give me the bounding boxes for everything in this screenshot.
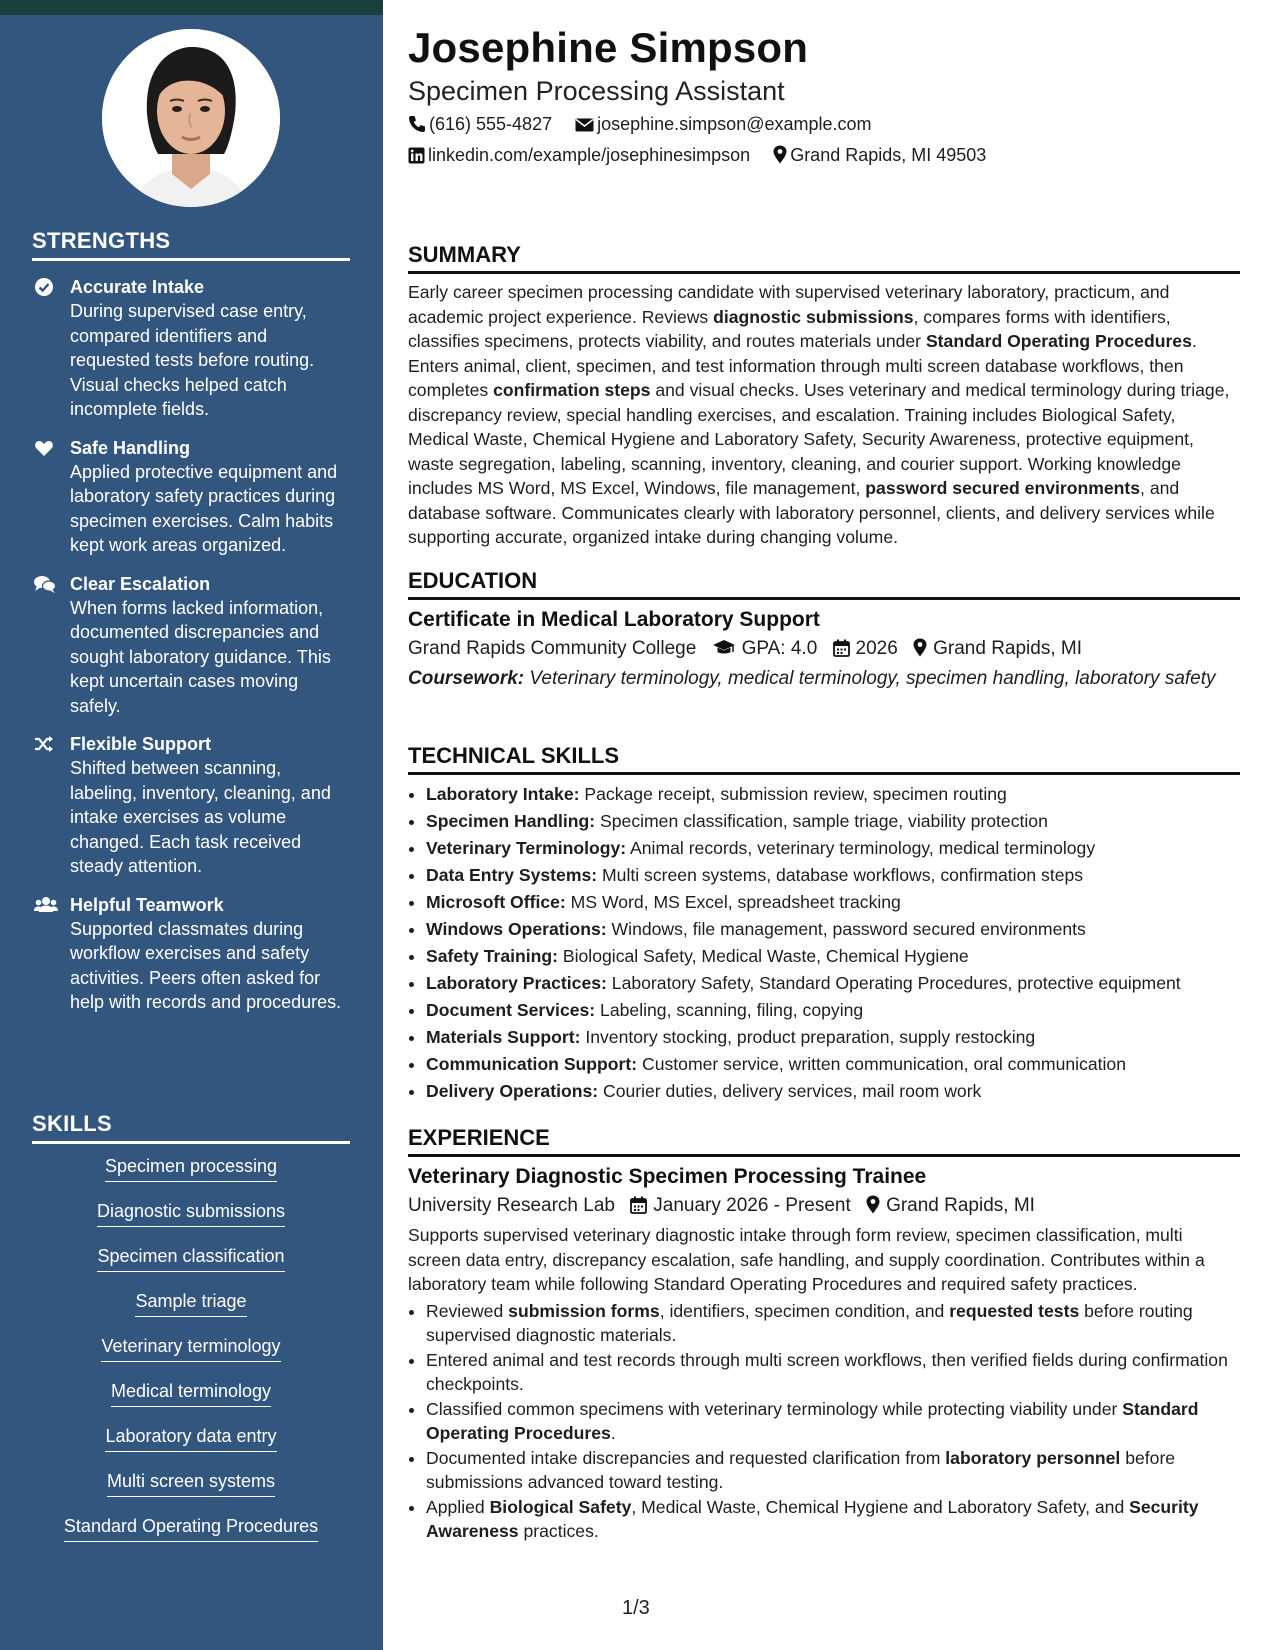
experience-section <box>408 1125 1240 1544</box>
sidebar-top-strip <box>0 0 383 15</box>
degree-title: Certificate in Medical Laboratory Support <box>408 608 820 631</box>
skill-chip: Standard Operating Procedures <box>64 1512 318 1542</box>
role-title: Veterinary Diagnostic Specimen Processing Trainee <box>408 1165 927 1188</box>
envelope-icon <box>575 117 594 133</box>
email-item[interactable] <box>575 114 871 135</box>
calendar-icon <box>833 639 850 657</box>
technical-skills-section <box>408 743 1240 1105</box>
strengths-section <box>32 228 350 1015</box>
phone-item <box>408 114 552 135</box>
list-item: • Laboratory Intake: Package receipt, submission review, specimen routing <box>426 781 1240 808</box>
skill-chip: Veterinary terminology <box>101 1332 280 1362</box>
strength-title: Clear Escalation <box>70 573 211 594</box>
summary-section <box>408 242 1240 550</box>
strength-item <box>32 893 350 1015</box>
phone-text: (616) 555-4827 <box>429 114 553 134</box>
list-item: • Document Services: Labeling, scanning, filing, copying <box>426 997 1240 1024</box>
list-item: • Laboratory Practices: Laboratory Safety, Standard Operating Procedures, protective equipment <box>426 970 1240 997</box>
strength-desc: Applied protective equipment and laboratory safety practices during specimen exercises. Calm habits kept work areas organized. <box>70 461 338 555</box>
list-item: • Safety Training: Biological Safety, Medical Waste, Chemical Hygiene <box>426 943 1240 970</box>
organization: University Research Lab <box>408 1195 615 1216</box>
list-item: • Data Entry Systems: Multi screen systems, database workflows, confirmation steps <box>426 862 1240 889</box>
map-pin-icon <box>913 638 927 657</box>
skill-chip: Sample triage <box>135 1287 246 1317</box>
summary-text: Early career specimen processing candidate with supervised veterinary laboratory, practicum, and academic project experience. Reviews diagnostic submissions, compares forms with identifiers, classifies specimens, protects viability, and routes materials under Standard Operating Procedures. Enters animal, client, specimen, and test information through multi screen database workflows, then completes confirmation steps and visual checks. Uses veterinary and medical terminology during triage, discrepancy review, special handling exercises, and escalation. Training includes Biological Safety, Medical Waste, Chemical Hygiene and Laboratory Safety, Security Awareness, protective equipment, waste segregation, labeling, scanning, inventory, cleaning, and courier support. Working knowledge includes MS Word, MS Excel, Windows, file management, password secured environments, and database software. Communicates clearly with laboratory personnel, clients, and delivery services while supporting accurate, organized intake during changing volume. <box>408 282 1230 547</box>
list-item: • Documented intake discrepancies and requested clarification from laboratory personnel before submissions advanced toward testing. <box>426 1446 1240 1495</box>
strength-item <box>32 275 350 422</box>
shuffle-icon <box>34 734 54 754</box>
sidebar <box>0 0 383 1650</box>
strength-title: Accurate Intake <box>70 277 205 297</box>
map-pin-icon <box>773 145 787 164</box>
skills-heading: SKILLS <box>32 1111 350 1144</box>
graduation-cap-icon <box>712 639 736 657</box>
experience-bullets <box>408 1299 1240 1544</box>
skill-chip: Specimen classification <box>97 1242 284 1272</box>
linkedin-item[interactable] <box>408 145 750 166</box>
list-item: • Materials Support: Inventory stocking, product preparation, supply restocking <box>426 1024 1240 1051</box>
skill-chip: Specimen processing <box>105 1152 277 1182</box>
list-item: • Veterinary Terminology: Animal records, veterinary terminology, medical terminology <box>426 835 1240 862</box>
list-item: • Applied Biological Safety, Medical Waste, Chemical Hygiene and Laboratory Safety, and Security Awareness practices. <box>426 1495 1240 1544</box>
check-circle-icon <box>34 277 54 297</box>
coursework: Coursework: Veterinary terminology, medical terminology, specimen handling, laboratory safety <box>408 668 1216 689</box>
candidate-name: Josephine Simpson <box>408 24 809 71</box>
technical-skills-heading: TECHNICAL SKILLS <box>408 743 1240 775</box>
grad-year: 2026 <box>855 638 898 659</box>
list-item: • Delivery Operations: Courier duties, delivery services, mail room work <box>426 1078 1240 1105</box>
skill-chip: Diagnostic submissions <box>97 1197 285 1227</box>
phone-icon <box>408 115 426 133</box>
linkedin-text: linkedin.com/example/josephinesimpson <box>428 145 751 165</box>
education-section <box>408 568 1240 691</box>
profile-photo <box>102 29 280 207</box>
map-pin-icon <box>866 1195 880 1214</box>
school-location: Grand Rapids, MI <box>933 638 1083 659</box>
email-text: josephine.simpson@example.com <box>597 114 872 134</box>
strength-title: Safe Handling <box>70 437 191 458</box>
list-item: • Specimen Handling: Specimen classification, sample triage, viability protection <box>426 808 1240 835</box>
strength-desc: During supervised case entry, compared identifiers and requested tests before routing. Visual checks helped catch incomplete fields. <box>70 301 315 419</box>
strength-desc: Shifted between scanning, labeling, inventory, cleaning, and intake exercises as volume changed. Each task received steady attention. <box>70 758 331 876</box>
strength-title: Flexible Support <box>70 734 212 754</box>
gpa: GPA: 4.0 <box>741 638 818 659</box>
users-icon <box>34 895 54 915</box>
experience-heading: EXPERIENCE <box>408 1125 1240 1157</box>
list-item: • Classified common specimens with veterinary terminology while protecting viability under Standard Operating Procedures. <box>426 1397 1240 1446</box>
strength-item <box>32 572 350 719</box>
summary-heading: SUMMARY <box>408 242 1240 274</box>
skill-chip: Laboratory data entry <box>105 1422 276 1452</box>
strength-desc: Supported classmates during workflow exercises and safety activities. Peers often asked for help with records and procedures. <box>70 918 342 1012</box>
contact-row-1 <box>408 114 890 135</box>
page-number: 1/3 <box>622 1597 650 1619</box>
school-name: Grand Rapids Community College <box>408 638 697 659</box>
skills-list <box>32 1152 350 1557</box>
strength-item <box>32 436 350 558</box>
list-item: • Reviewed submission forms, identifiers, specimen condition, and requested tests before routing supervised diagnostic materials. <box>426 1299 1240 1348</box>
contact-row-2 <box>408 145 1004 166</box>
calendar-icon <box>630 1196 647 1214</box>
strength-item <box>32 732 350 879</box>
heart-icon <box>34 438 54 458</box>
strength-title: Helpful Teamwork <box>70 894 224 915</box>
job-location: Grand Rapids, MI <box>886 1195 1035 1216</box>
skill-chip: Medical terminology <box>111 1377 271 1407</box>
strengths-heading: STRENGTHS <box>32 228 350 261</box>
list-item: • Communication Support: Customer service, written communication, oral communication <box>426 1051 1240 1078</box>
experience-meta <box>408 1195 1240 1217</box>
skill-chip: Multi screen systems <box>107 1467 275 1497</box>
comments-icon <box>34 574 54 594</box>
employment-dates: January 2026 - Present <box>653 1195 851 1216</box>
list-item: • Entered animal and test records through multi screen workflows, then verified fields during confirmation checkpoints. <box>426 1348 1240 1397</box>
linkedin-icon <box>408 147 425 164</box>
location-text: Grand Rapids, MI 49503 <box>790 145 987 165</box>
skills-section <box>32 1111 350 1557</box>
education-meta <box>408 638 1240 660</box>
job-title: Specimen Processing Assistant <box>408 76 785 106</box>
list-item: • Windows Operations: Windows, file management, password secured environments <box>426 916 1240 943</box>
technical-skills-list <box>408 781 1240 1105</box>
strength-desc: When forms lacked information, documented discrepancies and sought laboratory guidance. This kept uncertain cases moving safely. <box>70 597 331 716</box>
education-heading: EDUCATION <box>408 568 1240 600</box>
experience-intro: Supports supervised veterinary diagnostic intake through form review, specimen classification, multi screen data entry, discrepancy escalation, safe handling, and supply coordination. Contributes within a laboratory team while following Standard Operating Procedures and required safety practices. <box>408 1225 1205 1294</box>
location-item <box>773 145 986 166</box>
list-item: • Microsoft Office: MS Word, MS Excel, spreadsheet tracking <box>426 889 1240 916</box>
